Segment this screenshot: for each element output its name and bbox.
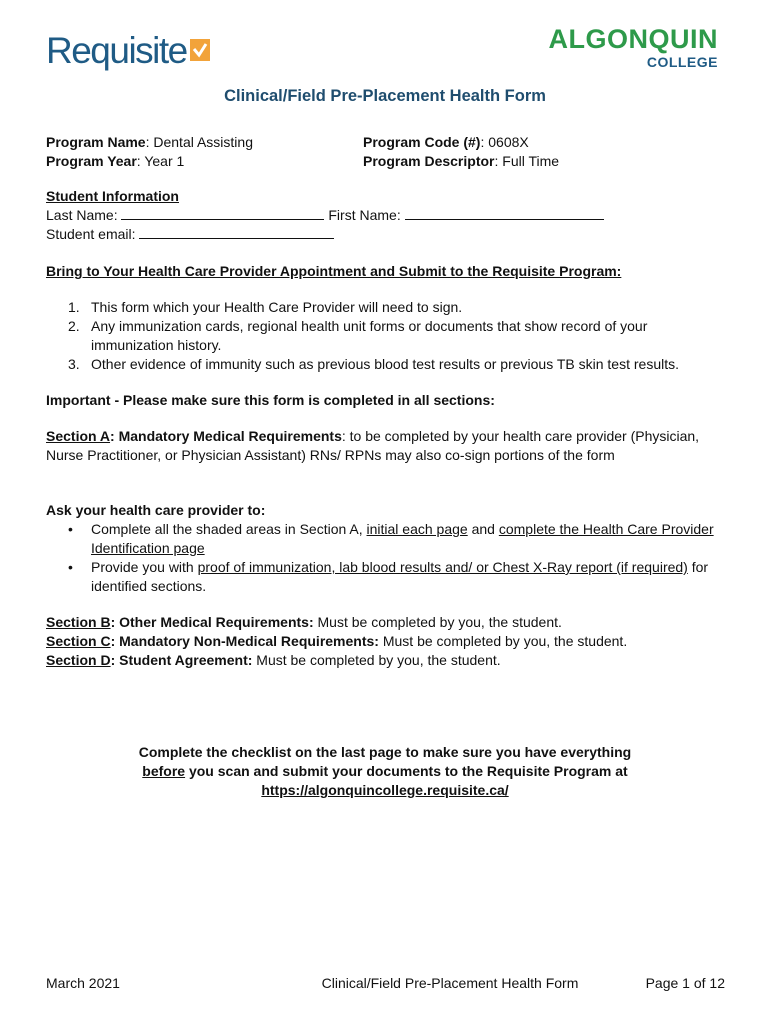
form-title: Clinical/Field Pre-Placement Health Form	[224, 87, 546, 105]
bring-heading: Bring to Your Health Care Provider Appointment and Submit to the Requisite Program:	[46, 263, 622, 279]
closing-line-1: Complete the checklist on the last page to make sure you have everything	[138, 744, 632, 760]
important-note: Important - Please make sure this form is completed in all sections:	[46, 392, 495, 408]
list-item: • Provide you with proof of immunization, lab blood results and/ or Chest X-Ray report (if required) for identified sections.	[68, 559, 709, 594]
footer-page-number: Page 1 of 12	[645, 975, 725, 991]
program-descriptor: Program Descriptor: Full Time	[363, 153, 560, 169]
section-c: Section C: Mandatory Non-Medical Requirements: Must be completed by you, the student.	[46, 633, 628, 649]
section-b: Section B: Other Medical Requirements: Must be completed by you, the student.	[46, 614, 562, 630]
algonquin-logo-bottom: COLLEGE	[646, 54, 718, 70]
requisite-link[interactable]: https://algonquincollege.requisite.ca/	[261, 782, 509, 798]
requisite-logo-text: Requisite	[46, 30, 187, 71]
ask-heading: Ask your health care provider to:	[46, 502, 266, 518]
name-row: Last Name: First Name:	[46, 206, 604, 225]
student-email-field[interactable]	[139, 225, 334, 239]
student-info-heading: Student Information	[46, 188, 179, 204]
list-item: • Complete all the shaded areas in Section A, initial each page and complete the Health Care Provider Identification page	[68, 521, 714, 556]
first-name-field[interactable]	[405, 206, 604, 220]
ask-list	[46, 520, 716, 596]
footer-title: Clinical/Field Pre-Placement Health Form	[321, 975, 579, 991]
closing-line-2: before you scan and submit your documents to the Requisite Program at	[142, 763, 628, 779]
footer-date: March 2021	[46, 975, 120, 991]
algonquin-logo-top: ALGONQUIN	[548, 24, 718, 54]
section-d: Section D: Student Agreement: Must be completed by you, the student.	[46, 652, 501, 668]
check-icon	[190, 39, 210, 61]
program-code: Program Code (#): 0608X	[363, 134, 529, 150]
bring-list	[46, 298, 736, 374]
list-item: 3. Other evidence of immunity such as previous blood test results or previous TB skin test results.	[68, 356, 679, 372]
list-item: 1. This form which your Health Care Provider will need to sign.	[68, 299, 463, 315]
last-name-field[interactable]	[121, 206, 324, 220]
list-item: 2. Any immunization cards, regional health unit forms or documents that show record of your immunization history.	[68, 318, 648, 353]
requisite-logo	[46, 28, 210, 74]
program-year: Program Year: Year 1	[46, 153, 185, 169]
algonquin-logo	[549, 26, 719, 69]
program-name: Program Name: Dental Assisting	[46, 134, 253, 150]
section-a: Section A: Mandatory Medical Requirements: to be completed by your health care provider (Physician, Nurse Practitioner, or Physician Assistant) RNs/ RPNs may also co-sign portions of the form	[46, 428, 700, 463]
email-row: Student email:	[46, 225, 334, 244]
